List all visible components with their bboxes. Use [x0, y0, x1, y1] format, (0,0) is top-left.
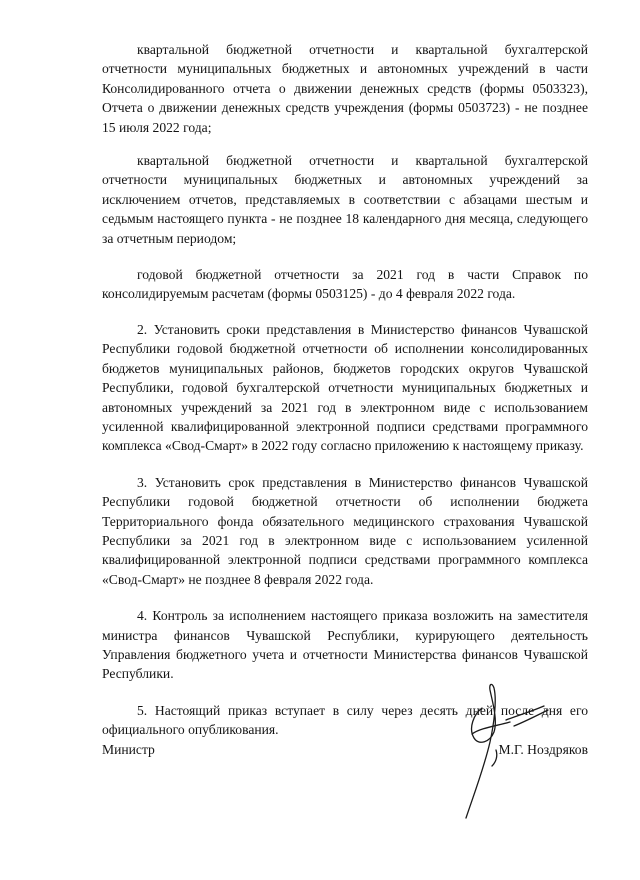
signature-line	[102, 740, 588, 762]
signatory-title: Министр	[102, 742, 155, 757]
signatory-name: М.Г. Ноздряков	[498, 742, 588, 757]
paragraph-quarterly-cash-flow: квартальной бюджетной отчетности и квартальной бухгалтерской отчетности муниципальных бюджетных и автономных учреждений в части Консолидированного отчета о движении денежных средств (формы 0503323), Отчета о движении денежных средств учреждения (формы 0503723) - не позднее 15 июля 2022 года;	[102, 42, 588, 135]
paragraph-item-4: 4. Контроль за исполнением настоящего приказа возложить на заместителя министра финансов Чувашской Республики, курирующего деятельность Управления бюджетного учета и отчетности Министерства финансов Чувашской Республики.	[102, 608, 588, 682]
paragraph-item-3: 3. Установить срок представления в Министерство финансов Чувашской Республики годовой бюджетной отчетности об исполнении бюджета Территориального фонда обязательного медицинского страхования Чувашской Республики за 2021 год в электронном виде с использованием усиленной квалифицированной электронной подписи средствами программного комплекса «Свод-Смарт» не позднее 8 февраля 2022 года.	[102, 474, 588, 587]
paragraph-annual-consolidated-calculations: годовой бюджетной отчетности за 2021 год в части Справок по консолидируемым расчетам (формы 0503125) - до 4 февраля 2022 года.	[102, 267, 588, 302]
paragraph-item-5: 5. Настоящий приказ вступает в силу через десять дней после дня его официального опубликования.	[102, 702, 588, 738]
paragraph-quarterly-other: квартальной бюджетной отчетности и квартальной бухгалтерской отчетности муниципальных бюджетных и автономных учреждений за исключением отчетов, представляемых в соответствии с абзацами шестым и седьмым настоящего пункта - не позднее 18 календарного дня месяца, следующего за отчетным периодом;	[102, 153, 588, 246]
paragraph-item-2: 2. Установить сроки представления в Министерство финансов Чувашской Республики годовой бюджетной отчетности об исполнении консолидированных бюджетов муниципальных районов, бюджетов городских округов Чувашской Республики, годовой бухгалтерской отчетности муниципальных бюджетных и автономных учреждений за 2021 год в электронном виде с использованием усиленной квалифицированной электронной подписи средствами программного комплекса «Свод-Смарт» в 2022 году согласно приложению к настоящему приказу.	[102, 321, 588, 454]
document-body	[102, 40, 588, 754]
